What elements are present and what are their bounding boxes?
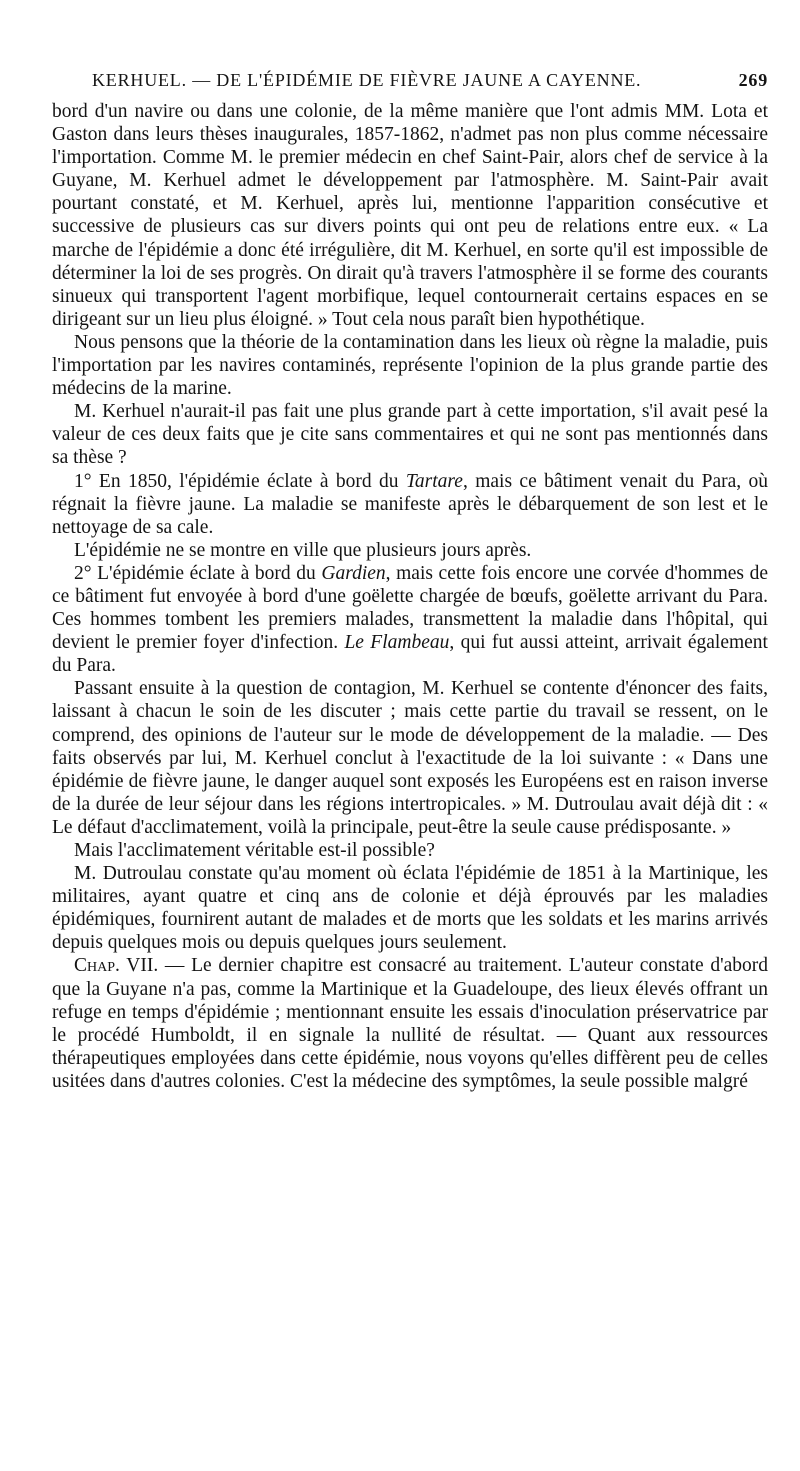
text-run: Passant ensuite à la question de contagion, M. Kerhuel se contente d'énoncer des faits, laissant à chacun le soin de les discuter ; mais cette partie du travail se ressent, on le comprend, des opinions de l'auteur sur le mode de développement de la maladie. — Des faits observés par lui, M. Kerhuel conclut à l'exactitude de la loi suivante : « Dans une épidémie de fièvre jaune, le danger auquel sont exposés les Européens est en raison inverse de la durée de leur séjour dans les régions intertropicales. » M. Dutroulau avait déjà dit : « Le défaut d'acclimatement, voilà la principale, peut-être la seule cause prédisposante. » [52, 678, 768, 838]
paragraph-7 [52, 677, 768, 839]
paragraph-5 [52, 539, 768, 562]
paragraph-4 [52, 470, 768, 539]
page-number: 269 [738, 70, 768, 90]
running-title: KERHUEL. — DE L'ÉPIDÉMIE DE FIÈVRE JAUNE A CAYENNE. [92, 70, 642, 90]
paragraph-1 [52, 100, 768, 331]
paragraph-3 [52, 400, 768, 469]
text-run: , mais ce bâtiment venait du Para, où régnait la fièvre jaune. La maladie se manifeste après le débarquement de son lest et le nettoyage de sa cale. [52, 470, 768, 538]
italic-run: Le Flambeau [344, 632, 450, 654]
chapter-label: Chap. VII. [74, 955, 159, 977]
text-run: Mais l'acclimatement véritable est-il possible? [74, 840, 435, 861]
text-run: , qui fut aussi atteint, arrivait également du Para. [52, 632, 768, 677]
text-run: bord d'un navire ou dans une colonie, de la même manière que l'ont admis MM. Lota et Gaston dans leurs thèses inaugurales, 1857-1862, n'admet pas non plus comme nécessaire l'importation. Comme M. le premier médecin en chef Saint-Pair, alors chef de service à la Guyane, M. Kerhuel admet le développement par l'atmosphère. M. Saint-Pair avait pourtant constaté, et M. Kerhuel, après lui, mentionne l'apparition consécutive et successive de plusieurs cas sur divers points qui ont peu de relations entre eux. « La marche de l'épidémie a donc été irrégulière, dit M. Kerhuel, en sorte qu'il est impossible de déterminer la loi de ses progrès. On dirait qu'à travers l'atmosphère il se forme des courants sinueux qui transportent l'agent morbifique, lequel contournerait certains espaces en se dirigeant sur un lieu plus éloigné. » Tout cela nous paraît bien hypothétique. [52, 101, 768, 330]
text-run: 1° En 1850, l'épidémie éclate à bord du [74, 470, 406, 492]
paragraph-2 [52, 331, 768, 400]
text-run: L'épidémie ne se montre en ville que plusieurs jours après. [74, 539, 532, 561]
running-header [92, 68, 768, 92]
text-run: Nous pensons que la théorie de la contamination dans les lieux où règne la maladie, puis l'importation par les navires contaminés, représente l'opinion de la plus grande partie des médecins de la marine. [52, 331, 768, 400]
italic-run: Tartare [405, 470, 463, 492]
italic-run: Gardien [321, 562, 386, 584]
text-run: — Le dernier chapitre est consacré au traitement. L'auteur constate d'abord que la Guyane n'a pas, comme la Martinique et la Guadeloupe, des lieux élevés offrant un refuge en temps d'épidémie ; mentionnant ensuite les essais d'inoculation préservatrice par le procédé Humboldt, il en signale la nullité de résultat. — Quant aux ressources thérapeutiques employées dans cette épidémie, nous voyons qu'elles diffèrent peu de celles usitées dans d'autres colonies. C'est la médecine des symptômes, la seule possible malgré [52, 955, 769, 1092]
text-run: 2° L'épidémie éclate à bord du [74, 562, 322, 584]
paragraph-8 [52, 839, 768, 862]
paragraph-6 [52, 562, 768, 677]
text-run: , mais cette fois encore une corvée d'hommes de ce bâtiment fut envoyée à bord d'une goëlette chargée de bœufs, goëlette arrivant du Para. Ces hommes tombent les premiers malades, transmettent la maladie dans l'hôpital, qui devient le premier foyer d'infection. [52, 562, 768, 654]
text-run: M. Kerhuel n'aurait-il pas fait une plus grande part à cette importation, s'il avait pesé la valeur de ces deux faits que je cite sans commentaires et qui ne sont pas mentionnés dans sa thèse ? [52, 401, 768, 469]
paragraph-9 [52, 862, 768, 954]
text-run: M. Dutroulau constate qu'au moment où éclata l'épidémie de 1851 à la Martinique, les militaires, ayant quatre et cinq ans de colonie et déjà éprouvés par les maladies épidémiques, fournirent autant de malades et de morts que les soldats et les marins arrivés depuis quelques mois ou depuis quelques jours seulement. [52, 863, 768, 954]
body-text [52, 100, 768, 1093]
paragraph-10 [52, 954, 768, 1093]
